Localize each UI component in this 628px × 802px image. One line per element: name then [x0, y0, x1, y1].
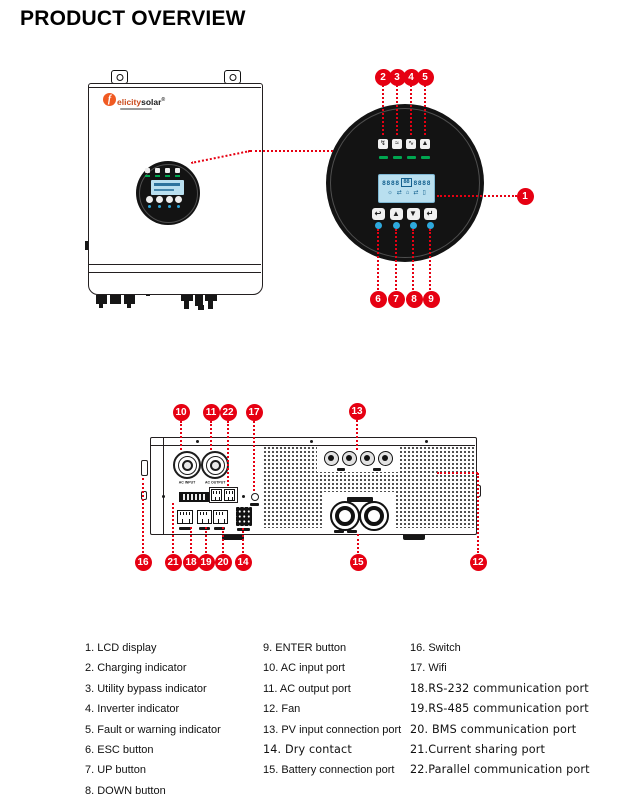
mini-lcd-display: [151, 180, 184, 195]
connector-stub: [208, 301, 213, 309]
mini-fault-indicator-icon: [175, 168, 180, 173]
wifi-label-bar: [250, 503, 259, 506]
legend-column-3: [410, 638, 626, 781]
dry-contact-block: [236, 507, 252, 526]
down-button: ▼: [407, 208, 420, 220]
battery-polarity-bar: [334, 530, 344, 533]
lcd-right-digits: 8888: [413, 178, 431, 187]
callout-line-5: [424, 85, 426, 135]
battery-polarity-bar: [347, 530, 357, 533]
callout-line-16: [142, 478, 144, 553]
callout-17: 17: [246, 404, 263, 421]
callout-line-20: [222, 527, 224, 553]
legend-item-12: 12. Fan: [263, 703, 301, 716]
brand-logo-icon: f: [103, 93, 116, 106]
down-button-dot: [410, 222, 417, 229]
ac-input-label: AC INPUT: [178, 481, 196, 485]
rear-foot: [403, 535, 425, 540]
legend-item-2: 2. Charging indicator: [85, 662, 187, 675]
callout-line-22: [227, 421, 229, 486]
lcd-icons-row: [379, 189, 434, 197]
callout-2: 2: [375, 69, 392, 86]
callout-10: 10: [173, 404, 190, 421]
front-control-panel: [136, 161, 200, 225]
legend-item-17: 17. Wifi: [410, 662, 447, 675]
connector-stub: [99, 304, 103, 308]
callout-4: 4: [403, 69, 420, 86]
callout-line-1: [437, 195, 517, 197]
bms-communication-port: [213, 510, 228, 524]
pv1-label-bar: [337, 468, 345, 471]
pv-panel-icon: ☼: [387, 190, 393, 196]
callout-line-2: [382, 85, 384, 135]
screw: [162, 495, 165, 498]
legend-item-21: 21.Current sharing port: [410, 743, 545, 757]
up-button-dot: [393, 222, 400, 229]
front-lower-seam-line-2: [89, 272, 261, 273]
brand-logo-text: [117, 95, 165, 107]
load-house-icon: ⌂: [405, 190, 410, 196]
callout-line-13: [356, 420, 358, 450]
lcd-display: [378, 174, 435, 203]
fault-warning-indicator-icon: ▲: [421, 140, 429, 147]
ac-input-core: [182, 460, 193, 471]
battery-icon: ▯: [422, 190, 426, 196]
callout-line-11: [210, 421, 212, 450]
mini-down-button: [166, 196, 173, 203]
enter-button-dot: [427, 222, 434, 229]
callout-line-21: [172, 503, 174, 553]
callout-15: 15: [350, 554, 367, 571]
mini-blue-dot: [177, 205, 180, 208]
registered-trademark: ®: [161, 97, 166, 103]
connector-stub: [127, 304, 131, 308]
callout-9: 9: [423, 291, 440, 308]
rear-left-strip-line: [163, 438, 164, 534]
callout-line-18: [190, 527, 192, 553]
current-sharing-port: [179, 492, 209, 502]
power-switch: [141, 460, 148, 476]
callout-line-19: [205, 527, 207, 553]
legend-item-13: 13. PV input connection port: [263, 723, 402, 736]
callout-line-10: [180, 421, 182, 450]
legend-column-1: [85, 638, 260, 801]
parallel-communication-port-2: [224, 489, 235, 501]
flow-arrow-icon: ⇄: [413, 190, 419, 196]
legend-item-9: 9. ENTER button: [263, 642, 347, 654]
callout-line-7: [395, 229, 397, 290]
legend-item-20: 20. BMS communication port: [410, 722, 577, 736]
mini-led: [165, 175, 170, 177]
brand-name-part1: elicity: [117, 96, 142, 107]
mini-lcd-digits: [154, 183, 180, 186]
callout-line-6: [377, 229, 379, 290]
pv-input-connector-1: [324, 451, 339, 466]
mini-led: [155, 175, 160, 177]
mounting-hook-right: [224, 70, 241, 84]
callout-line-8: [412, 229, 414, 290]
bottom-connector: [110, 295, 121, 304]
lcd-digits-row: [379, 175, 434, 187]
utility-bypass-led: [393, 156, 402, 159]
ac-output-core: [210, 460, 221, 471]
legend-item-4: 4. Inverter indicator: [85, 703, 180, 716]
legend-item-3: 3. Utility bypass indicator: [85, 682, 207, 695]
connector-stub: [198, 305, 204, 310]
lcd-left-digits: 8888: [382, 178, 400, 187]
screw: [310, 440, 313, 443]
legend-item-8: 8. DOWN button: [85, 784, 166, 797]
utility-bypass-indicator-icon: ≈: [392, 139, 402, 149]
pv-input-connector-3: [360, 451, 375, 466]
callout-3: 3: [389, 69, 406, 86]
callout-line-15: [357, 534, 359, 553]
screw: [425, 440, 428, 443]
pv-input-connector-2: [342, 451, 357, 466]
legend-item-19: 19.RS-485 communication port: [410, 702, 589, 716]
mounting-hook-left: [111, 70, 128, 84]
mini-up-button: [156, 196, 163, 203]
mini-enter-button: [175, 196, 182, 203]
charging-indicator-icon: ↯: [378, 139, 388, 149]
charging-led: [379, 156, 388, 159]
mini-utility-bypass-indicator-icon: [155, 168, 160, 173]
mini-charging-indicator-icon: [145, 168, 150, 173]
esc-button: ↩: [372, 208, 385, 220]
pv2-label-bar: [373, 468, 381, 471]
callout-line-9: [429, 229, 431, 290]
ac-output-label: AC OUTPUT: [205, 481, 226, 485]
callout-16: 16: [135, 554, 152, 571]
inverter-led: [407, 156, 416, 159]
legend-item-18: 18.RS-232 communication port: [410, 681, 589, 695]
front-top-seam-line: [89, 87, 261, 88]
mini-lcd-icons: [154, 189, 174, 191]
rs232-communication-port: [177, 510, 193, 524]
wifi-port: [251, 493, 259, 501]
legend-item-6: 6. ESC button: [85, 744, 154, 757]
legend-item-16: 16. Switch: [410, 642, 461, 654]
pv-input-connector-4: [378, 451, 393, 466]
legend-item-14: 14. Dry contact: [263, 743, 352, 757]
callout-line-3: [396, 85, 398, 135]
callout-12: 12: [470, 554, 487, 571]
front-lower-seam-line: [89, 264, 261, 265]
lcd-mid-digits: 88: [403, 179, 410, 185]
legend-item-1: 1. LCD display: [85, 642, 157, 654]
esc-button-dot: [375, 222, 382, 229]
callout-line-14: [242, 528, 244, 553]
callout-21: 21: [165, 554, 182, 571]
side-tab: [85, 241, 88, 250]
bottom-connector: [124, 295, 135, 304]
legend-item-5: 5. Fault or warning indicator: [85, 723, 221, 736]
mini-led: [145, 175, 150, 177]
callout-line-4: [410, 85, 412, 135]
legend-item-10: 10. AC input port: [263, 662, 345, 675]
enter-button: ↵: [424, 208, 437, 220]
callout-13: 13: [349, 403, 366, 420]
fault-warning-led: [421, 156, 430, 159]
battery-connector-positive: [330, 501, 360, 531]
brand-tagline: [120, 108, 152, 110]
mini-led: [175, 175, 180, 177]
mini-blue-dot: [168, 205, 171, 208]
brand-name-part2: solar: [141, 96, 162, 107]
callout-8: 8: [406, 291, 423, 308]
ac-input-port: [173, 451, 201, 479]
panel-link-line: [250, 150, 333, 152]
callout-20: 20: [215, 554, 232, 571]
ac-output-port: [201, 451, 229, 479]
callout-line-12-horizontal: [437, 472, 478, 474]
legend-item-15: 15. Battery connection port: [263, 764, 395, 777]
callout-5: 5: [417, 69, 434, 86]
mini-esc-button: [146, 196, 153, 203]
screw: [242, 495, 245, 498]
legend-column-2: [263, 638, 411, 781]
callout-1: 1: [517, 188, 534, 205]
callout-22: 22: [220, 404, 237, 421]
parallel-communication-port-1: [211, 489, 222, 501]
mini-inverter-indicator-icon: [165, 168, 170, 173]
rs485-communication-port: [197, 510, 212, 524]
callout-line-17: [253, 421, 255, 491]
mini-blue-dot: [148, 205, 151, 208]
bottom-connector: [96, 295, 107, 304]
callout-7: 7: [388, 291, 405, 308]
callout-6: 6: [370, 291, 387, 308]
inverter-indicator-icon: ∿: [406, 139, 416, 149]
legend-item-7: 7. UP button: [85, 764, 146, 777]
callout-18: 18: [183, 554, 200, 571]
battery-connector-negative: [359, 501, 389, 531]
flow-arrow-icon: ⇄: [396, 190, 402, 196]
callout-19: 19: [198, 554, 215, 571]
callout-line-12-vertical: [477, 473, 479, 553]
callout-14: 14: [235, 554, 252, 571]
mini-blue-dot: [158, 205, 161, 208]
callout-11: 11: [203, 404, 220, 421]
up-button: ▲: [390, 208, 403, 220]
page-title: PRODUCT OVERVIEW: [20, 7, 246, 30]
rear-foot: [222, 535, 244, 540]
legend-item-22: 22.Parallel communication port: [410, 763, 590, 777]
connector-stub: [184, 301, 189, 309]
legend-item-11: 11. AC output port: [263, 682, 351, 695]
screw: [196, 440, 199, 443]
